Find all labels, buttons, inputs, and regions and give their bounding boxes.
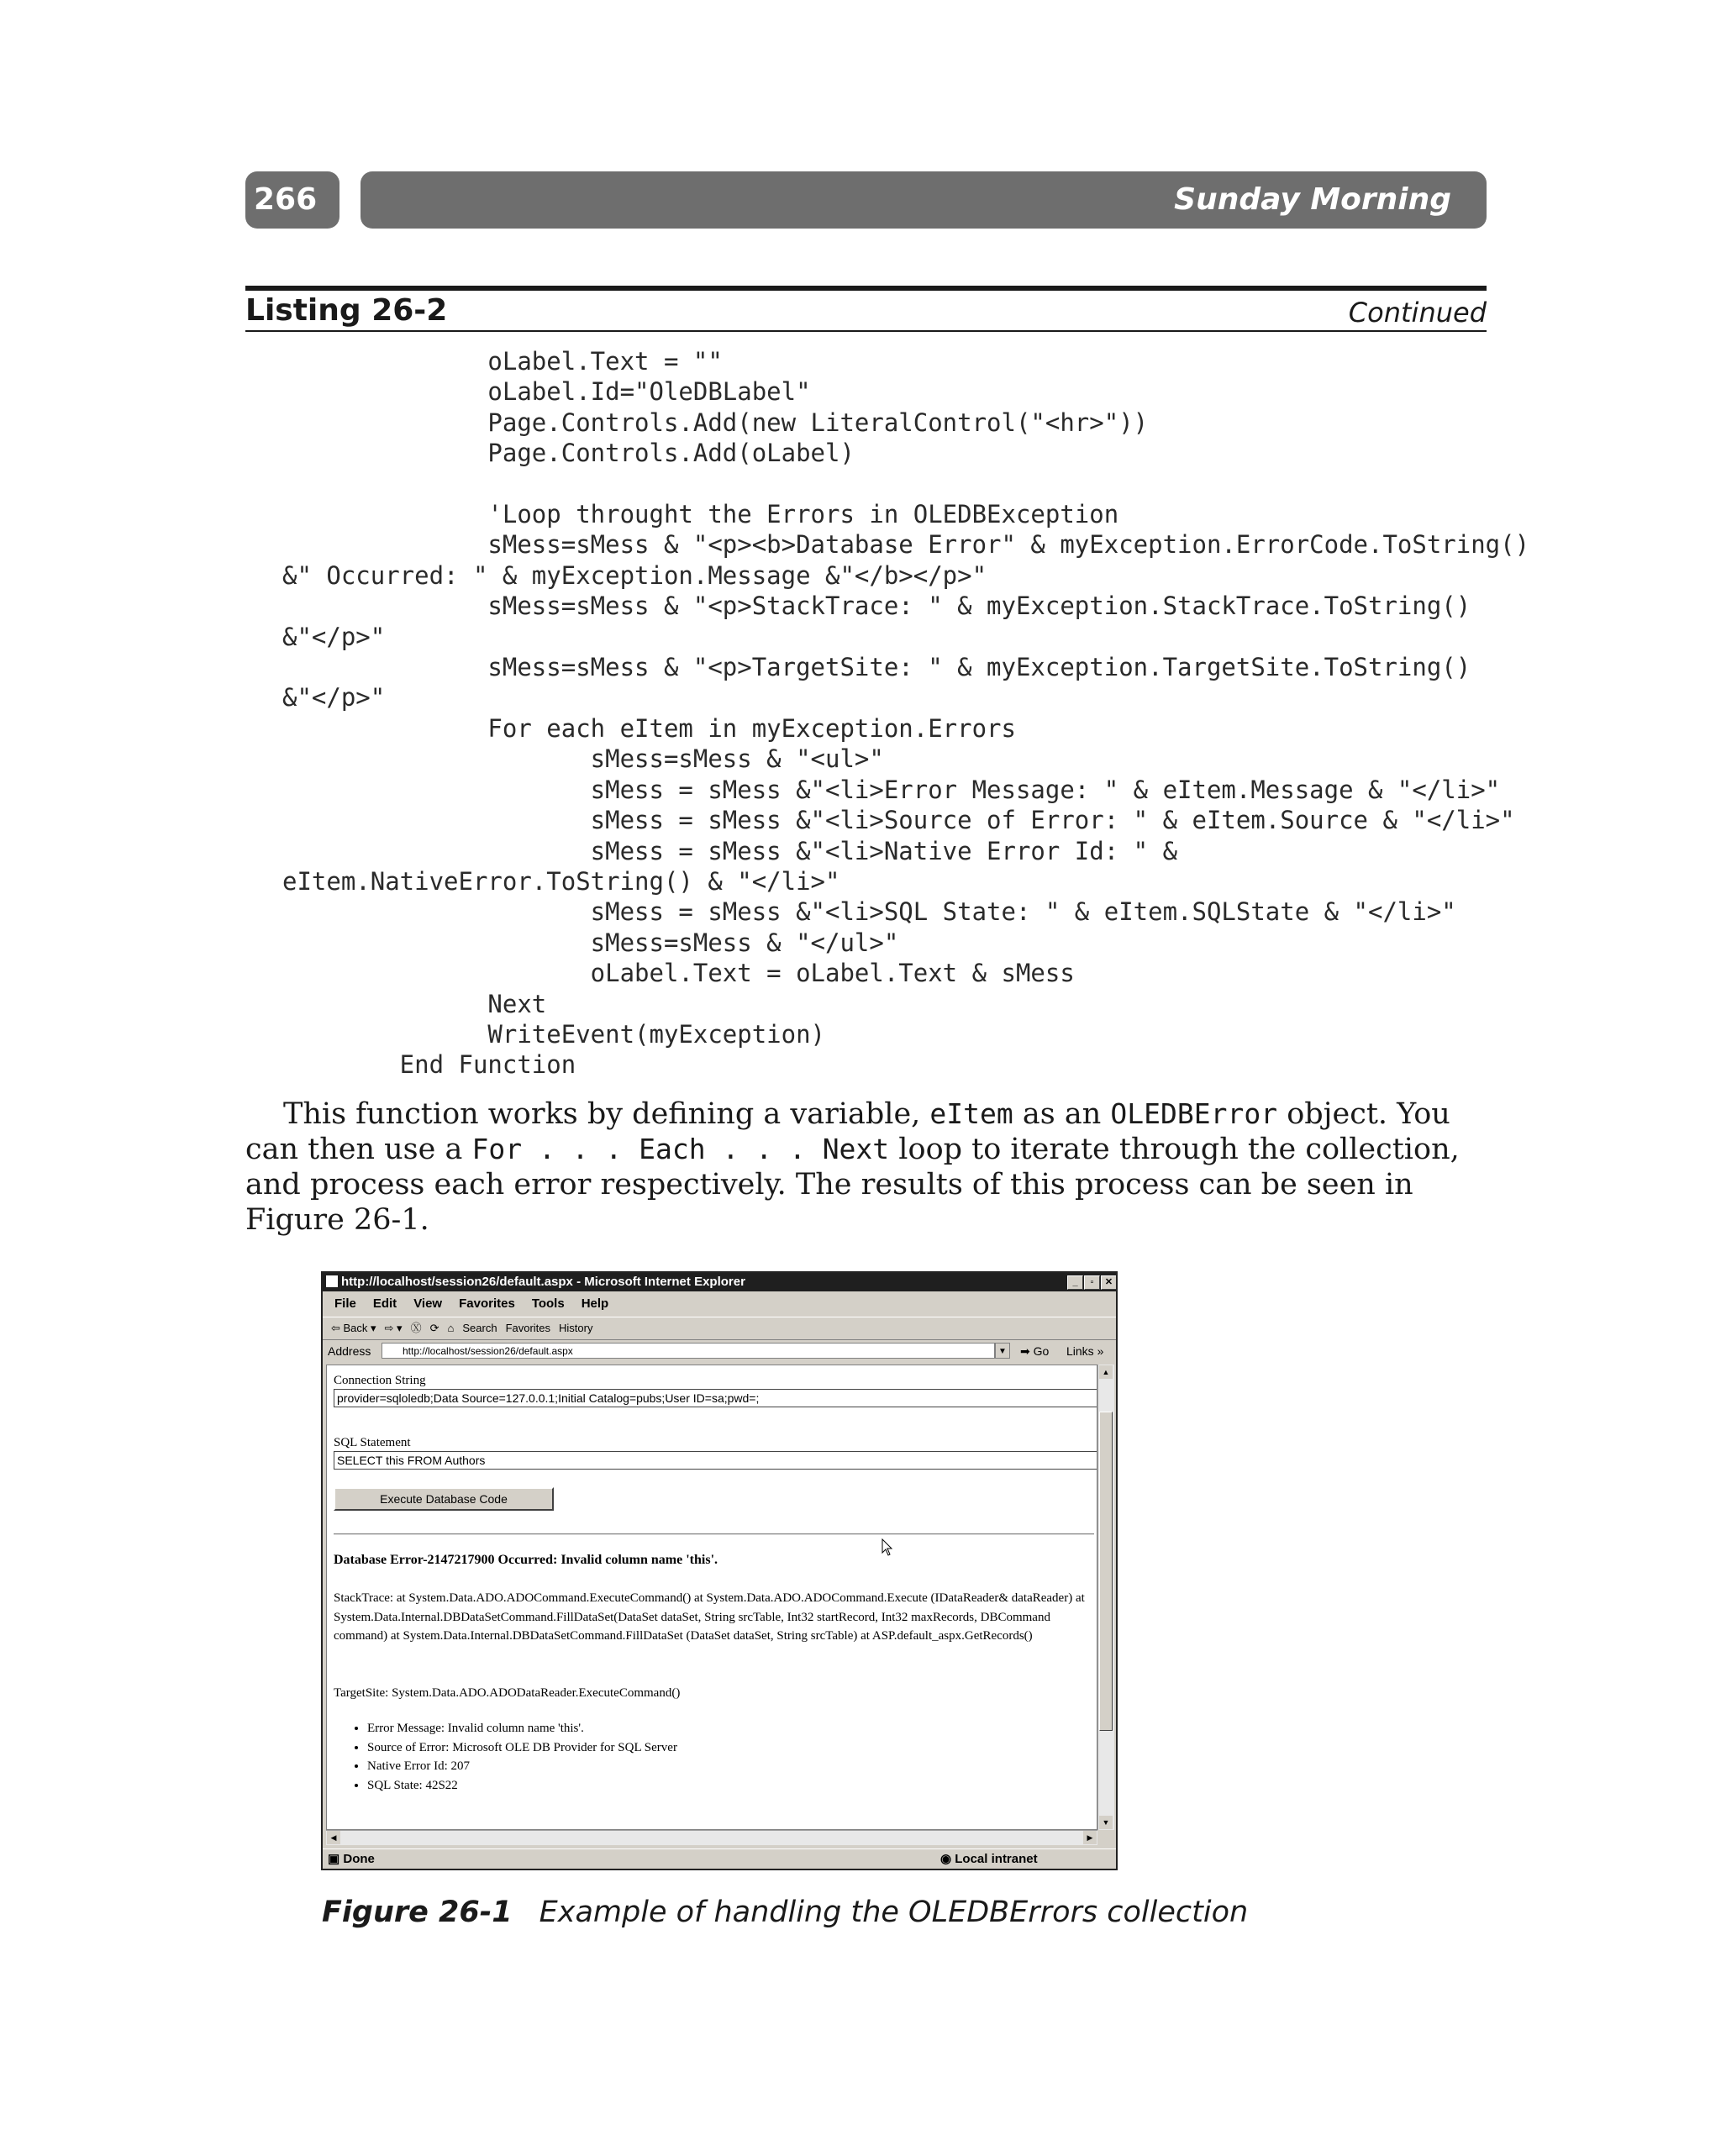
mouse-cursor-icon <box>882 1538 893 1557</box>
code-line: oLabel.Text = "" <box>282 347 723 376</box>
code-line: &"</p>" <box>282 622 386 651</box>
code-line: sMess=sMess & "<p>StackTrace: " & myException.StackTrace.ToString() <box>282 592 1471 621</box>
code-line: sMess = sMess &"<li>SQL State: " & eItem.SQLState & "</li>" <box>282 897 1456 927</box>
address-bar <box>323 1340 1116 1362</box>
code-line: Page.Controls.Add(oLabel) <box>282 439 855 468</box>
code-line: &"</p>" <box>282 683 386 713</box>
vertical-scrollbar[interactable] <box>1097 1365 1114 1830</box>
targetsite-text: TargetSite: System.Data.ADO.ADODataReader.ExecuteCommand() <box>334 1686 681 1700</box>
figure-caption <box>322 1894 1248 1931</box>
code-line: Page.Controls.Add(new LiteralControl("<hr>")) <box>282 408 1149 437</box>
scroll-right-icon[interactable]: ▶ <box>1083 1831 1097 1844</box>
horizontal-scrollbar[interactable] <box>326 1830 1097 1845</box>
address-input[interactable]: http://localhost/session26/default.aspx <box>382 1343 995 1359</box>
execute-database-code-button[interactable]: Execute Database Code <box>334 1487 554 1511</box>
connection-string-input[interactable]: provider=sqloledb;Data Source=127.0.0.1;Initial Catalog=pubs;User ID=sa;pwd=; <box>334 1389 1097 1407</box>
toolbar-button[interactable]: ⟳ <box>429 1322 439 1334</box>
code-line: sMess = sMess &"<li>Native Error Id: " & <box>282 836 1178 865</box>
address-label: Address <box>328 1344 371 1358</box>
code-line: sMess = sMess &"<li>Source of Error: " & eItem.Source & "</li>" <box>282 806 1515 835</box>
sql-statement-label: SQL Statement <box>334 1436 411 1449</box>
code-line: sMess=sMess & "</ul>" <box>282 928 899 957</box>
code-line: sMess = sMess &"<li>Error Message: " & eItem.Message & "</li>" <box>282 775 1501 804</box>
code-line: sMess=sMess & "<p><b>Database Error" & myException.ErrorCode.ToString() <box>282 530 1530 560</box>
error-list-item: • Source of Error: Microsoft OLE DB Provider for SQL Server <box>367 1738 677 1758</box>
error-title: Database Error-2147217900 Occurred: Invalid column name 'this'. <box>334 1553 718 1567</box>
code-line: End Function <box>282 1050 576 1080</box>
stacktrace-text: StackTrace: at System.Data.ADO.ADOCommand.ExecuteCommand() at System.Data.ADO.ADOCommand.Execute (IDataReader& dataReader) at System.Data.Internal.DBDataSetCommand.FillDataSet(DataSet dataSet, String srcTable, Int32 startRecord, Int32 maxRecords, DBCommand command) at System.Data.Internal.DBDataSetCommand.FillDataSet (DataSet dataSet, String srcTable) at ASP.default_aspx.GetRecords() <box>334 1591 1085 1643</box>
scroll-left-icon[interactable]: ◀ <box>327 1831 340 1844</box>
connection-string-label: Connection String <box>334 1374 426 1387</box>
restore-icon[interactable]: ▫ <box>1084 1275 1100 1290</box>
chevron-down-icon[interactable]: ▼ <box>995 1343 1010 1359</box>
code-listing <box>282 346 1529 1081</box>
menu-item-favorites[interactable]: Favorites <box>459 1296 515 1311</box>
error-list-item: • Error Message: Invalid column name 'this'. <box>367 1719 677 1738</box>
browser-toolbar <box>323 1317 1116 1340</box>
minimize-icon[interactable]: _ <box>1067 1275 1083 1290</box>
horizontal-rule <box>334 1533 1094 1535</box>
figure-caption-text: Example of handling the OLEDBErrors collection <box>539 1896 1249 1929</box>
menu-item-file[interactable]: File <box>334 1296 356 1311</box>
go-button[interactable]: ➡ Go <box>1020 1344 1050 1358</box>
menu-item-help[interactable]: Help <box>581 1296 609 1311</box>
browser-screenshot <box>321 1271 1118 1870</box>
code-line: Next <box>282 989 547 1018</box>
scroll-up-icon[interactable]: ▲ <box>1099 1365 1113 1379</box>
code-line: oLabel.Text = oLabel.Text & sMess <box>282 959 1075 988</box>
toolbar-button[interactable]: Search <box>462 1322 497 1334</box>
body-paragraph <box>245 1096 1489 1238</box>
code-line: oLabel.Id="OleDBLabel" <box>282 377 811 407</box>
zone-indicator: ◉ Local intranet <box>940 1852 1038 1866</box>
code-line <box>282 469 1529 499</box>
browser-menubar <box>323 1293 1116 1315</box>
toolbar-button[interactable]: Ⓧ <box>410 1322 422 1334</box>
toolbar-button[interactable]: History <box>559 1322 593 1334</box>
code-line: WriteEvent(myException) <box>282 1019 826 1049</box>
scroll-thumb[interactable] <box>1099 1412 1113 1731</box>
error-list-item: • SQL State: 42S22 <box>367 1776 677 1796</box>
browser-titlebar <box>323 1273 1116 1291</box>
code-line: eItem.NativeError.ToString() & "</li>" <box>282 866 840 896</box>
page-content <box>326 1365 1097 1830</box>
toolbar-button[interactable]: ⌂ <box>447 1322 455 1334</box>
listing-continued-label: Continued <box>1348 297 1487 329</box>
close-icon[interactable]: ✕ <box>1101 1275 1117 1290</box>
status-text: Done <box>343 1852 375 1866</box>
code-line: &" Occurred: " & myException.Message &"</b></p>" <box>282 560 987 590</box>
toolbar-button[interactable]: ⇨ ▾ <box>384 1322 403 1334</box>
code-line: sMess=sMess & "<p>TargetSite: " & myException.TargetSite.ToString() <box>282 653 1471 682</box>
listing-bottom-rule <box>245 330 1487 332</box>
toolbar-button[interactable]: ⇦ Back ▾ <box>331 1322 376 1334</box>
code-line: For each eItem in myException.Errors <box>282 713 1016 743</box>
code-line: sMess=sMess & "<ul>" <box>282 744 884 774</box>
go-label: Go <box>1033 1344 1050 1358</box>
sql-statement-input[interactable]: SELECT this FROM Authors <box>334 1451 1097 1470</box>
figure-number: Figure 26-1 <box>322 1896 513 1929</box>
error-list-item: • Native Error Id: 207 <box>367 1757 677 1776</box>
listing-top-rule <box>245 286 1487 291</box>
menu-item-tools[interactable]: Tools <box>531 1296 565 1311</box>
page-done-icon: ▣ <box>328 1852 340 1866</box>
zone-text: Local intranet <box>955 1852 1038 1866</box>
body-text-2: as an <box>1013 1097 1111 1131</box>
body-text-4: loop to iterate through the collection, and process each error respectively. The results of this process can be seen in Figure 26-1. <box>245 1133 1460 1237</box>
menu-item-edit[interactable]: Edit <box>372 1296 397 1311</box>
code-oledberror: OLEDBError <box>1110 1097 1278 1130</box>
running-head: Sunday Morning <box>361 171 1487 229</box>
body-text-3: object. You can then use a <box>245 1097 1450 1166</box>
browser-title: http://localhost/session26/default.aspx - Microsoft Internet Explorer <box>341 1275 745 1289</box>
code-eitem: eItem <box>929 1097 1013 1130</box>
ie-icon <box>326 1275 338 1287</box>
menu-item-view[interactable]: View <box>413 1296 443 1311</box>
body-text-1: This function works by defining a variable, <box>283 1097 930 1131</box>
code-for-each-next: For . . . Each . . . Next <box>471 1133 890 1165</box>
toolbar-button[interactable]: Favorites <box>505 1322 551 1334</box>
status-bar <box>323 1848 1116 1869</box>
page-number: 266 <box>245 171 339 229</box>
error-list <box>334 1719 677 1795</box>
code-line: 'Loop throught the Errors in OLEDBException <box>282 500 1119 529</box>
scroll-down-icon[interactable]: ▼ <box>1099 1816 1113 1829</box>
listing-title: Listing 26-2 <box>245 293 448 328</box>
links-button[interactable]: Links » <box>1066 1344 1104 1358</box>
